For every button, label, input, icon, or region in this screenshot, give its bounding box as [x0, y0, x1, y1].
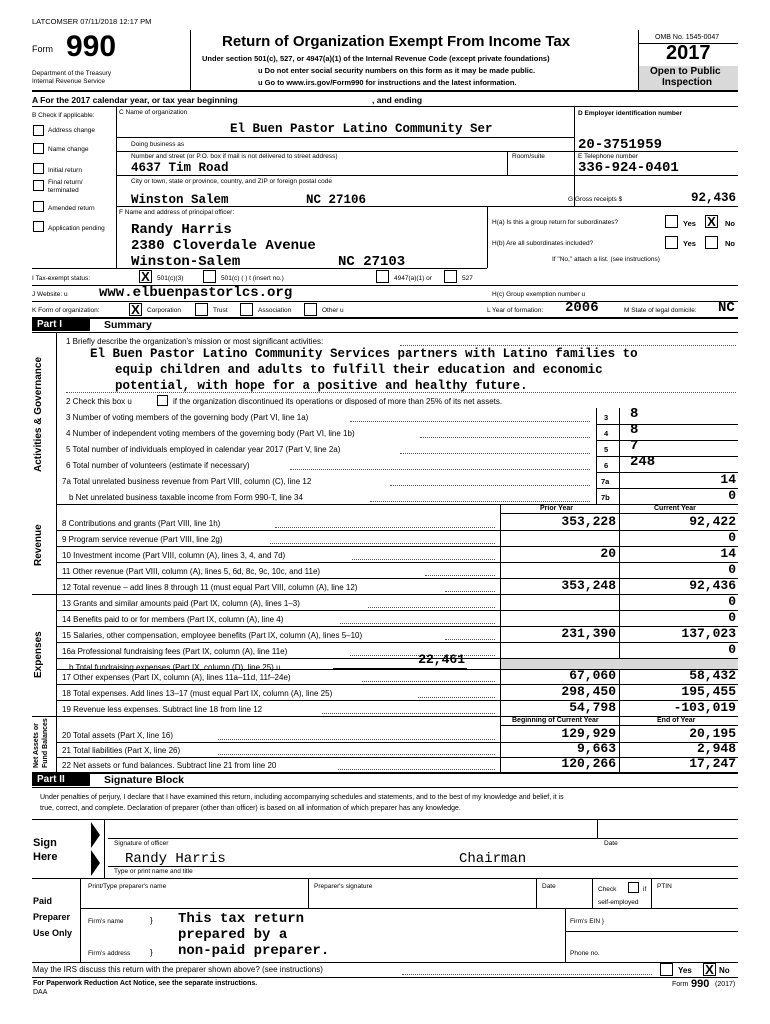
- c-label: C Name of organization: [119, 109, 188, 116]
- line-i-label: I Tax-exempt status:: [32, 275, 91, 282]
- org-city[interactable]: Winston Salem: [131, 193, 229, 207]
- hb-label: H(b) Are all subordinates included?: [492, 240, 594, 247]
- activities-governance-side-label: Activities & Governance: [33, 356, 44, 472]
- line-l-label: L Year of formation:: [487, 307, 544, 314]
- final-return-label: Final return/: [48, 179, 83, 186]
- line16a-label: 16a Professional fundraising fees (Part IX, column (A), line 11e): [62, 647, 288, 656]
- e-label: E Telephone number: [578, 153, 638, 160]
- net-revenue-current[interactable]: -103,019: [673, 700, 736, 715]
- signature-label: Signature of officer: [114, 840, 169, 847]
- line3-num: 3: [604, 413, 609, 422]
- line19-label: 19 Revenue less expenses. Subtract line 18 from line 12: [62, 705, 263, 714]
- total-expenses-prior[interactable]: 298,450: [561, 684, 616, 699]
- total-assets-beginning[interactable]: 129,929: [561, 726, 616, 741]
- 527-label: 527: [462, 275, 473, 282]
- daa-label: DAA: [33, 989, 48, 996]
- footer-form-year: (2017): [715, 981, 736, 988]
- hb-no-checkbox[interactable]: [705, 236, 718, 249]
- line7b-num: 7b: [601, 493, 610, 502]
- print-stamp: LATCOMSER 07/11/2018 12:17 PM: [32, 17, 152, 26]
- salaries-current[interactable]: 137,023: [681, 626, 736, 641]
- hc-label: H(c) Group exemption number u: [492, 291, 586, 298]
- unrelated-revenue[interactable]: 14: [720, 472, 736, 487]
- mission-line-2[interactable]: equip children and adults to fulfill their education and economic: [115, 363, 603, 377]
- paid-label: Paid: [33, 896, 53, 906]
- dba-label: Doing business as: [131, 141, 185, 148]
- fundraising-fees-current[interactable]: 0: [728, 642, 736, 657]
- irs-link-note[interactable]: u Go to www.irs.gov/Form990 for instructions and the latest information.: [258, 78, 517, 87]
- line8-label: 8 Contributions and grants (Part VIII, line 1h): [62, 519, 221, 528]
- line6-label: 6 Total number of volunteers (estimate if necessary): [66, 461, 250, 470]
- total-liabilities-end[interactable]: 2,948: [696, 741, 736, 756]
- total-expenses-current[interactable]: 195,455: [681, 684, 736, 699]
- total-revenue-current[interactable]: 92,436: [689, 578, 736, 593]
- f-label: F Name and address of principal officer:: [119, 209, 235, 216]
- firm-ein-label: Firm's EIN }: [570, 918, 605, 925]
- application-pending-label: Application pending: [48, 225, 105, 232]
- self-employed-checkbox[interactable]: [628, 882, 639, 893]
- hb-note: If "No," attach a list. (see instructions): [552, 256, 660, 263]
- line4-num: 4: [604, 429, 609, 438]
- dept-treasury: Department of the Treasury: [32, 70, 112, 77]
- city-label: City or town, state or province, country, and ZIP or foreign postal code: [131, 178, 332, 185]
- line-m-label: M State of legal domicile:: [624, 307, 697, 314]
- total-fundraising-expenses[interactable]: 22,461: [418, 652, 465, 667]
- org-state-zip[interactable]: NC 27106: [306, 193, 367, 207]
- sign-date-label: Date: [604, 840, 618, 847]
- line-a-ending: , and ending: [372, 95, 423, 105]
- ssn-note: u Do not enter social security numbers on this form as it may be made public.: [258, 66, 536, 75]
- hb-yes-checkbox[interactable]: [665, 236, 678, 249]
- part2-tag: Part II: [32, 773, 90, 786]
- d-label: D Employer identification number: [578, 110, 683, 117]
- line22-label: 22 Net assets or fund balances. Subtract line 21 from line 20: [62, 761, 277, 770]
- firm-name-label: Firm's name: [88, 918, 124, 925]
- line10-label: 10 Investment income (Part VIII, column (A), lines 3, 4, and 7d): [62, 551, 286, 560]
- line-j-label: J Website: u: [32, 291, 68, 298]
- salaries-prior[interactable]: 231,390: [561, 626, 616, 641]
- line2-label-b: if the organization discontinued its operations or disposed of more than 25% of its net assets.: [173, 397, 503, 406]
- line6-num: 6: [604, 461, 609, 470]
- trust-checkbox[interactable]: [195, 303, 208, 316]
- line9-label: 9 Program service revenue (Part VIII, line 2g): [62, 535, 223, 544]
- initial-return-label: Initial return: [48, 167, 82, 174]
- ha-yes-checkbox[interactable]: [665, 215, 678, 228]
- line14-label: 14 Benefits paid to or for members (Part IX, column (A), line 4): [62, 615, 284, 624]
- paperwork-notice: For Paperwork Reduction Act Notice, see the separate instructions.: [33, 980, 258, 987]
- terminated-label: terminated: [48, 187, 79, 194]
- investment-income-current[interactable]: 14: [720, 546, 736, 561]
- net-assets-side-label-2: Fund Balances: [42, 718, 49, 768]
- independent-members[interactable]: 8: [630, 422, 639, 438]
- 501c-checkbox[interactable]: [203, 270, 216, 283]
- g-label: G Gross receipts $: [568, 196, 623, 203]
- discontinued-checkbox[interactable]: [157, 395, 168, 406]
- signer-title[interactable]: Chairman: [459, 851, 527, 867]
- name-change-label: Name change: [48, 146, 89, 153]
- here-label: Here: [33, 851, 58, 863]
- discuss-no-checkbox[interactable]: X: [703, 963, 716, 976]
- omb-number: OMB No. 1545-0047: [655, 34, 720, 41]
- beginning-year-header: Beginning of Current Year: [512, 717, 599, 724]
- mission-line-3[interactable]: potential, with hope for a positive and healthy future.: [115, 379, 528, 393]
- corporation-checkbox[interactable]: X: [129, 303, 142, 316]
- total-assets-end[interactable]: 20,195: [689, 726, 736, 741]
- line7a-label: 7a Total unrelated business revenue from Part VIII, column (C), line 12: [62, 477, 312, 486]
- org-name[interactable]: El Buen Pastor Latino Community Ser: [230, 122, 493, 136]
- line12-label: 12 Total revenue – add lines 8 through 11 (must equal Part VIII, column (A), line 12): [62, 583, 358, 592]
- name-change-checkbox[interactable]: [33, 143, 44, 154]
- line4-label: 4 Number of independent voting members of the governing body (Part VI, line 1b): [66, 429, 355, 438]
- 4947-label: 4947(a)(1) or: [394, 275, 432, 282]
- line21-label: 21 Total liabilities (Part X, line 26): [62, 746, 181, 755]
- investment-income-prior[interactable]: 20: [600, 546, 616, 561]
- line2-label-a: 2 Check this box u: [66, 397, 132, 406]
- mission-line-1[interactable]: El Buen Pastor Latino Community Services partners with Latino families to: [90, 347, 638, 361]
- prep-name-label: Print/Type preparer's name: [88, 883, 167, 890]
- org-street[interactable]: 4637 Tim Road: [131, 161, 229, 175]
- phone-no-label: Phone no.: [570, 950, 600, 957]
- footer-form-word: Form: [672, 981, 689, 988]
- line11-label: 11 Other revenue (Part VIII, column (A), lines 5, 6d, 8c, 9c, 10c, and 11e): [62, 567, 321, 576]
- discuss-no-label: No: [719, 966, 730, 975]
- officer-name[interactable]: Randy Harris: [131, 222, 232, 238]
- firm-line-2[interactable]: prepared by a: [178, 927, 288, 943]
- 4947-checkbox[interactable]: [376, 270, 389, 283]
- ha-no-label: No: [725, 219, 735, 228]
- part2-title: Signature Block: [104, 774, 184, 786]
- room-suite-label: Room/suite: [512, 153, 545, 160]
- tax-year: 2017: [666, 42, 711, 64]
- part1-title: Summary: [104, 319, 152, 331]
- line5-label: 5 Total number of individuals employed in calendar year 2017 (Part V, line 2a): [66, 445, 341, 454]
- line1-label: 1 Briefly describe the organization's mission or most significant activities:: [66, 337, 324, 346]
- net-assets-side-label-1: Net Assets or: [33, 723, 40, 768]
- amended-return-label: Amended return: [48, 205, 95, 212]
- street-label: Number and street (or P.O. box if mail is not delivered to street address): [131, 153, 338, 160]
- discuss-yes-label: Yes: [678, 966, 692, 975]
- line13-label: 13 Grants and similar amounts paid (Part IX, column (A), lines 1–3): [62, 599, 300, 608]
- line7a-num: 7a: [601, 477, 610, 486]
- association-checkbox[interactable]: [240, 303, 253, 316]
- total-revenue-prior[interactable]: 353,248: [561, 578, 616, 593]
- check-label: Check: [598, 886, 617, 893]
- discuss-yes-checkbox[interactable]: [660, 963, 673, 976]
- expenses-side-label: Expenses: [33, 631, 44, 678]
- line7b-label: b Net unrelated business taxable income from Form 990-T, line 34: [69, 493, 303, 502]
- line18-label: 18 Total expenses. Add lines 13–17 (must equal Part IX, column (A), line 25): [62, 689, 333, 698]
- perjury-line-1: Under penalties of perjury, I declare that I have examined this return, including accompanying schedules and statements, and to the best of my knowledge and belief, it is: [40, 794, 564, 801]
- hb-yes-label: Yes: [683, 239, 696, 248]
- perjury-line-2: true, correct, and complete. Declaration of preparer (other than officer) is based on all information of which preparer has any knowledge.: [40, 805, 461, 812]
- sign-arrow-2: [91, 850, 100, 876]
- line15-label: 15 Salaries, other compensation, employee benefits (Part IX, column (A), lines 5–10): [62, 631, 363, 640]
- member-benefits-current[interactable]: 0: [728, 610, 736, 625]
- other-org-checkbox[interactable]: [304, 303, 317, 316]
- open-public: Open to Public: [650, 66, 721, 77]
- prep-sig-label: Preparer's signature: [314, 883, 373, 890]
- 501c3-checkbox[interactable]: X: [139, 270, 152, 283]
- line-k-label: K Form of organization:: [32, 307, 100, 314]
- ein[interactable]: 20-3751959: [578, 137, 663, 153]
- formation-year[interactable]: 2006: [565, 300, 599, 316]
- section-b-label: B Check if applicable:: [32, 112, 95, 119]
- preparer-label: Preparer: [33, 912, 71, 922]
- current-year-header: Current Year: [654, 505, 696, 512]
- firm-line-3[interactable]: non-paid preparer.: [178, 943, 330, 959]
- form-subtitle: Under section 501(c), 527, or 4947(a)(1) of the Internal Revenue Code (except private foundations): [202, 54, 550, 63]
- self-employed-label: self-employed: [598, 899, 639, 906]
- firm-address-brace: }: [150, 948, 153, 957]
- gross-receipts[interactable]: 92,436: [690, 191, 736, 205]
- other-expenses-current[interactable]: 58,432: [689, 668, 736, 683]
- 527-checkbox[interactable]: [444, 270, 457, 283]
- net-revenue-prior[interactable]: 54,798: [569, 700, 616, 715]
- corporation-label: Corporation: [147, 307, 181, 314]
- revenue-side-label: Revenue: [33, 524, 44, 566]
- sign-label: Sign: [33, 837, 57, 849]
- 501c-label: 501(c) ( ) t (insert no.): [221, 275, 284, 282]
- discuss-label: May the IRS discuss this return with the preparer shown above? (see instructions): [33, 965, 323, 974]
- type-name-label: Type or print name and title: [114, 868, 193, 875]
- hb-no-label: No: [725, 239, 735, 248]
- association-label: Association: [258, 307, 292, 314]
- line17-label: 17 Other expenses (Part IX, column (A), lines 11a–11d, 11f–24e): [62, 673, 291, 682]
- firm-line-1[interactable]: This tax return: [178, 911, 305, 927]
- ha-yes-label: Yes: [683, 219, 696, 228]
- line-a-label: A For the 2017 calendar year, or tax year beginning: [32, 95, 238, 105]
- line16b-label: b Total fundraising expenses (Part IX, column (D), line 25) u: [69, 663, 281, 672]
- final-return-checkbox[interactable]: [33, 180, 44, 191]
- header-divider-left: [190, 30, 191, 90]
- address-change-checkbox[interactable]: [33, 125, 44, 136]
- program-revenue-current[interactable]: 0: [728, 530, 736, 545]
- firm-address-label: Firm's address: [88, 950, 131, 957]
- unrelated-taxable-income[interactable]: 0: [728, 488, 736, 503]
- volunteers[interactable]: 248: [630, 454, 656, 470]
- phone[interactable]: 336-924-0401: [578, 160, 679, 176]
- inspection: Inspection: [662, 77, 713, 88]
- employees[interactable]: 7: [630, 438, 639, 454]
- sign-arrow-1: [91, 822, 100, 848]
- application-pending-checkbox[interactable]: [33, 221, 44, 232]
- grants-paid-current[interactable]: 0: [728, 594, 736, 609]
- prior-year-header: Prior Year: [540, 505, 573, 512]
- line20-label: 20 Total assets (Part X, line 16): [62, 731, 174, 740]
- officer-street[interactable]: 2380 Cloverdale Avenue: [131, 238, 316, 254]
- signer-name[interactable]: Randy Harris: [125, 851, 226, 867]
- if-label: if: [643, 886, 647, 893]
- form-word: Form: [32, 44, 53, 54]
- ha-label: H(a) Is this a group return for subordinates?: [492, 219, 619, 226]
- form-number: 990: [66, 30, 117, 63]
- other-revenue-current[interactable]: 0: [728, 562, 736, 577]
- net-assets-end[interactable]: 17,247: [689, 756, 736, 771]
- trust-label: Trust: [213, 307, 228, 314]
- contributions-current[interactable]: 92,422: [689, 514, 736, 529]
- other-expenses-prior[interactable]: 67,060: [569, 668, 616, 683]
- part1-tag: Part I: [32, 318, 90, 331]
- contributions-prior[interactable]: 353,228: [561, 514, 616, 529]
- form-title: Return of Organization Exempt From Income Tax: [222, 33, 571, 50]
- net-assets-beginning[interactable]: 120,266: [561, 756, 616, 771]
- address-change-label: Address change: [48, 127, 95, 134]
- website[interactable]: www.elbuenpastorlcs.org: [99, 285, 293, 301]
- other-org-label: Other u: [322, 307, 344, 314]
- total-liabilities-beginning[interactable]: 9,663: [576, 741, 616, 756]
- voting-members[interactable]: 8: [630, 406, 639, 422]
- ha-no-checkbox[interactable]: X: [705, 215, 718, 228]
- use-only-label: Use Only: [33, 928, 73, 938]
- prep-date-label: Date: [542, 883, 556, 890]
- footer-form-number: 990: [691, 978, 710, 990]
- officer-state-zip[interactable]: NC 27103: [338, 254, 406, 270]
- end-year-header: End of Year: [657, 717, 696, 724]
- amended-return-checkbox[interactable]: [33, 201, 44, 212]
- line5-num: 5: [604, 445, 609, 454]
- line3-label: 3 Number of voting members of the governing body (Part VI, line 1a): [66, 413, 309, 422]
- initial-return-checkbox[interactable]: [33, 163, 44, 174]
- dept-irs: Internal Revenue Service: [32, 78, 105, 85]
- officer-city[interactable]: Winston-Salem: [131, 254, 241, 270]
- ptin-label: PTIN: [657, 883, 672, 890]
- domicile-state[interactable]: NC: [718, 300, 735, 316]
- 501c3-label: 501(c)(3): [157, 275, 184, 282]
- firm-name-brace: }: [150, 916, 153, 925]
